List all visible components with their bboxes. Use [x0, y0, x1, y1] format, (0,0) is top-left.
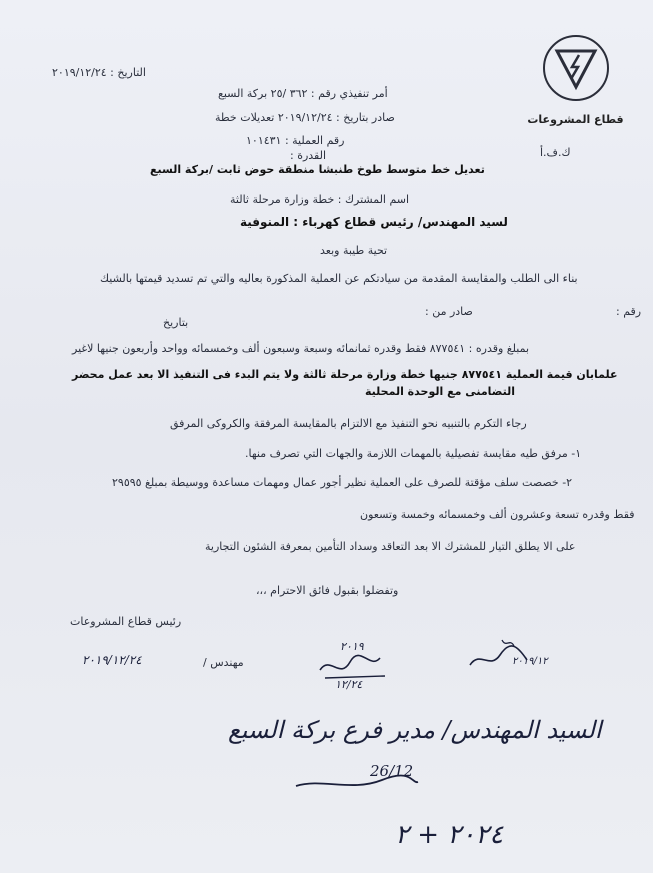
engineer-label: مهندس / — [203, 656, 244, 669]
ref-number-label: رقم : — [616, 305, 642, 318]
addressee: لسيد المهندس/ رئيس قطاع كهرباء : المنوفية — [240, 215, 508, 229]
request-line: رجاء التكرم بالتنبيه نحو التنفيذ مع الالتزام بالمقايسة المرفقة والكروكى المرفق — [170, 417, 527, 430]
subject-line: تعديل خط متوسط طوخ طنبشا منطقة حوض ثابت /بركة السبع — [150, 163, 485, 176]
logo-emblem-icon — [543, 35, 609, 101]
date-line: التاريخ : ٢٠١٩/١٢/٢٤ — [52, 66, 146, 79]
capacity-label: القدرة : — [290, 149, 327, 162]
closing-line: وتفضلوا بقبول فائق الاحترام ،،، — [256, 584, 399, 597]
subscriber-line: اسم المشترك : خطة وزارة مرحلة ثالثة — [230, 193, 410, 206]
handwritten-initial-icon — [462, 630, 552, 680]
greeting: تحية طيبة وبعد — [320, 244, 388, 257]
issued-line: صادر بتاريخ : ٢٠١٩/١٢/٢٤ تعديلات خطة — [215, 111, 395, 124]
notice-line-2: التضامنى مع الوحدة المحلية — [365, 385, 516, 398]
notice-line-1: علمابان قيمة العملية ٨٧٧٥٤١ جنيها خطة وزارة مرحلة ثالثة ولا يتم البدء فى التنفيذ الا بعد عمل محضر — [72, 368, 618, 381]
condition-line: على الا يطلق التيار للمشترك الا بعد التعاقد وسداد التأمين بمعرفة الشئون التجارية — [205, 540, 576, 553]
department-label: قطاع المشروعات — [527, 113, 624, 126]
signature-middle-year: ٢٠١٩ — [340, 640, 364, 653]
operation-number: رقم العملية : ١٠١٤٣١ — [246, 134, 345, 147]
handwritten-date-note: 26/12 — [370, 762, 414, 780]
amount-line: بمبلغ وقدره : ٨٧٧٥٤١ فقط وقدره ثمانمائه وسبعة وسبعون ألف وخمسمائه وواحد وأربعون جنيها لاغير — [72, 342, 530, 355]
order-line: أمر تنفيذي رقم : ٣٦٢ /٢٥ بركة السبع — [218, 87, 388, 100]
signature-right — [462, 630, 552, 680]
intro-paragraph: بناء الى الطلب والمقايسة المقدمة من سيادتكم عن العملية المذكورة بعاليه والتي تم تسديد قيمتها بالشيك — [100, 272, 578, 285]
item-2: ٢- خصصت سلف مؤقتة للصرف على العملية نظير أجور عمال ومهمات مساعدة ووسيطة بمبلغ ٢٩٥٩٥ — [112, 476, 573, 489]
item-2-continuation: فقط وقدره تسعة وعشرون ألف وخمسمائه وخمسة وتسعون — [360, 508, 635, 521]
handwritten-addressee: السيد المهندس/ مدير فرع بركة السبع — [228, 716, 602, 744]
signature-right-date: ٢٠١٩/١٢ — [512, 656, 548, 667]
issued-from-label: صادر من : — [425, 305, 473, 318]
signature-date-left: ٢٠١٩/١٢/٢٤ — [82, 653, 142, 667]
code-label: ك.ف.أ — [540, 146, 571, 159]
handwritten-bottom-note: ٢٠٢٤ + ٢ — [395, 820, 504, 850]
head-title: رئيس قطاع المشروعات — [70, 615, 182, 628]
by-date-label: بتاريخ — [163, 316, 189, 329]
company-logo — [523, 35, 628, 133]
signature-middle-date: ١٢/٢٤ — [335, 678, 363, 691]
item-1: ١- مرفق طيه مقايسة تفصيلية بالمهمات اللازمة والجهات التي تصرف منها. — [245, 447, 582, 460]
signature-middle — [310, 640, 400, 695]
